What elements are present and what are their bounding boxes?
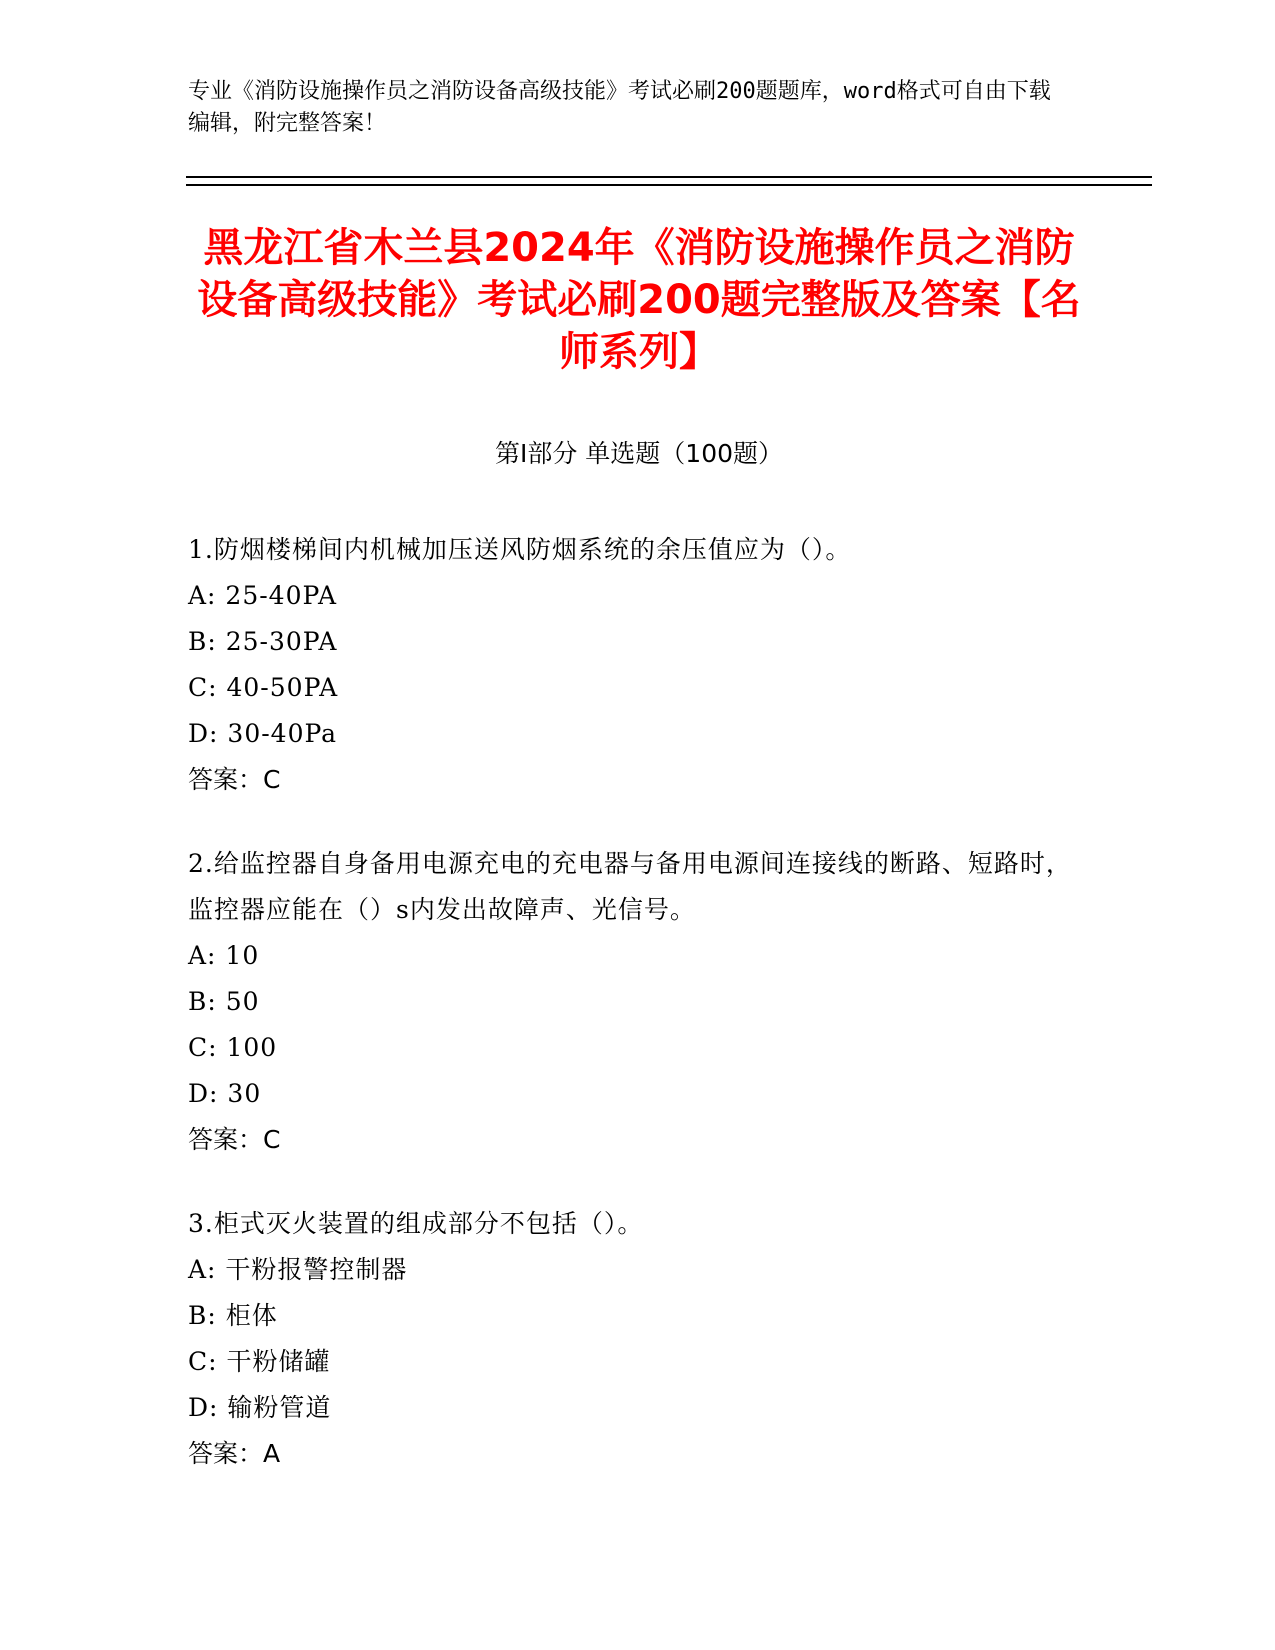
answer-line: 答案：C bbox=[188, 1125, 281, 1154]
question-item bbox=[188, 841, 1088, 1163]
option-c: C: 40-50PA bbox=[188, 673, 339, 702]
option-b: B: 柜体 bbox=[188, 1301, 278, 1330]
option-d: D: 30 bbox=[188, 1079, 262, 1108]
question-item bbox=[188, 527, 1088, 803]
option-c: C: 干粉储罐 bbox=[188, 1347, 331, 1376]
section-title: 第Ⅰ部分 单选题（100题） bbox=[494, 439, 784, 468]
option-b: B: 25-30PA bbox=[188, 627, 338, 656]
option-d: D: 30-40Pa bbox=[188, 719, 338, 748]
question-stem: 1.防烟楼梯间内机械加压送风防烟系统的余压值应为（）。 bbox=[188, 535, 852, 564]
question-stem: 2.给监控器自身备用电源充电的充电器与备用电源间连接线的断路、短路时，监控器应能在（）s内发出故障声、光信号。 bbox=[188, 849, 1072, 924]
document-title: 黑龙江省木兰县2024年《消防设施操作员之消防设备高级技能》考试必刷200题完整版及答案【名师系列】 bbox=[197, 225, 1081, 375]
option-c: C: 100 bbox=[188, 1033, 278, 1062]
answer-line: 答案：A bbox=[188, 1439, 281, 1468]
header-divider bbox=[186, 176, 1152, 186]
option-b: B: 50 bbox=[188, 987, 260, 1016]
option-d: D: 输粉管道 bbox=[188, 1393, 332, 1422]
question-item bbox=[188, 1201, 1088, 1477]
header-note: 专业《消防设施操作员之消防设备高级技能》考试必刷200题题库，word格式可自由下载编辑，附完整答案！ bbox=[188, 79, 1051, 136]
option-a: A: 25-40PA bbox=[188, 581, 338, 610]
answer-line: 答案：C bbox=[188, 765, 281, 794]
question-list bbox=[188, 527, 1088, 1515]
option-a: A: 10 bbox=[188, 941, 260, 970]
option-a: A: 干粉报警控制器 bbox=[188, 1255, 408, 1284]
question-stem: 3.柜式灭火装置的组成部分不包括（）。 bbox=[188, 1209, 644, 1238]
